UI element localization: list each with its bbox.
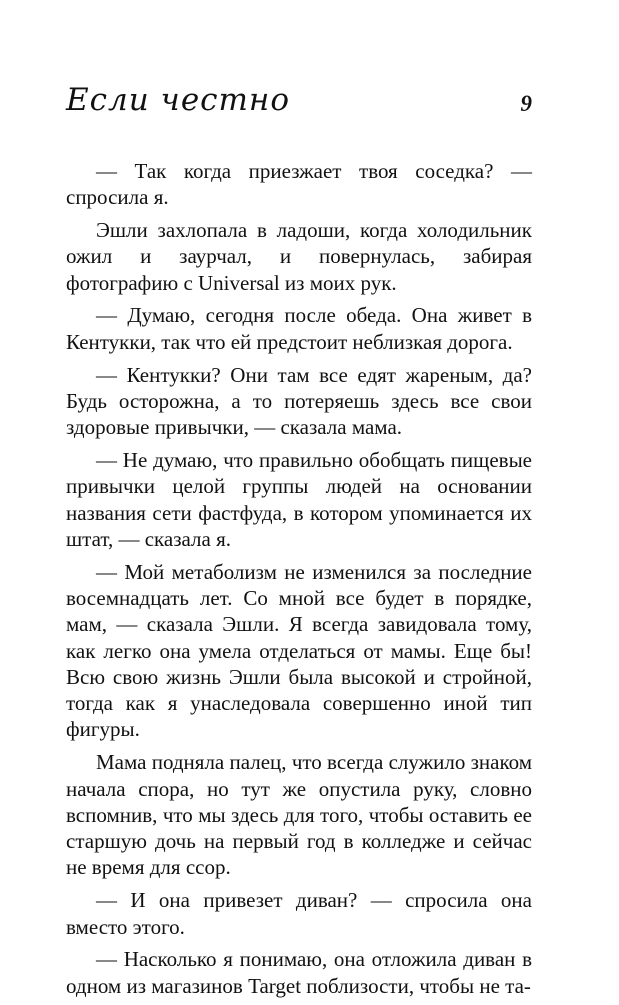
paragraph: — И она привезет диван? — спросила она вместо этого.: [66, 888, 532, 939]
paragraph: Эшли захлопала в ладоши, когда холодильник ожил и заурчал, и повернулась, забирая фотографию с Universal из моих рук.: [66, 218, 532, 295]
paragraph: — Мой метаболизм не изменился за последние восемнадцать лет. Со мной все будет в порядке, мам, — сказала Эшли. Я всегда завидовала тому, как легко она умела отделаться от мамы. Еще бы! Всю свою жизнь Эшли была высокой и стройной, тогда как я унаследовала совершенно иной тип фигуры.: [66, 559, 532, 742]
book-title: Если честно: [66, 82, 291, 118]
running-header: [66, 80, 532, 130]
paragraph: — Не думаю, что правильно обобщать пищевые привычки целой группы людей на основании названия сети фастфуда, в котором упоминается их штат, — сказала я.: [66, 447, 532, 551]
paragraph: — Думаю, сегодня после обеда. Она живет в Кентукки, так что ей предстоит неблизкая дорога.: [66, 303, 532, 354]
paragraph: — Кентукки? Они там все едят жареным, да? Будь осторожна, а то потеряешь здесь все свои здоровые привычки, — сказала мама.: [66, 362, 532, 440]
paragraph: — Так когда приезжает твоя соседка? — спросила я.: [66, 159, 532, 210]
paragraph: Мама подняла палец, что всегда служило знаком начала спора, но тут же опустила руку, словно вспомнив, что мы здесь для того, чтобы оставить ее старшую дочь на первый год в колледже и сейчас не время для ссор.: [66, 750, 532, 880]
paragraph: — Насколько я понимаю, она отложила диван в одном из магазинов Target поблизости, чтобы не та-: [66, 947, 532, 998]
body-text: [66, 158, 532, 1005]
page-number: 9: [520, 91, 532, 116]
